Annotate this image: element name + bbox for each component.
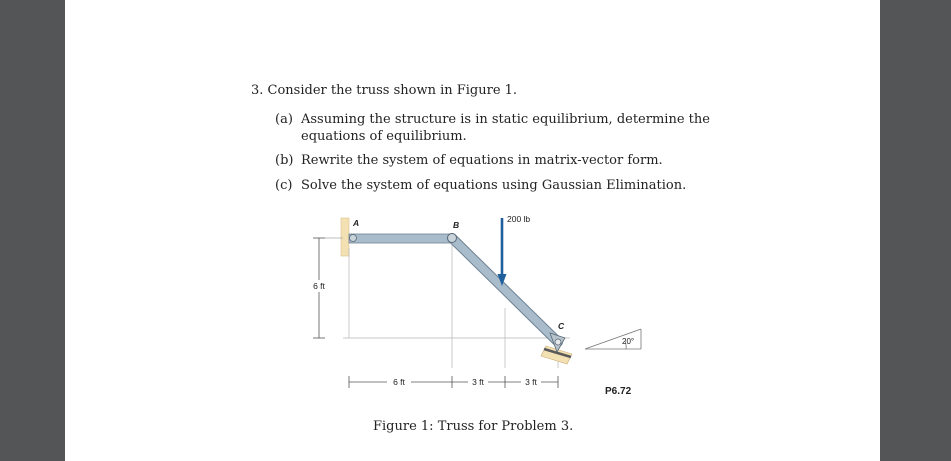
joint-label-a: A — [353, 218, 360, 228]
dim-label-3: 3 ft — [525, 377, 537, 387]
problem-number: P6.72 — [605, 386, 632, 397]
part-a — [275, 111, 710, 128]
joint-label-b: B — [453, 220, 460, 230]
truss-figure — [295, 208, 715, 408]
pin-a — [350, 235, 357, 242]
left-margin — [0, 0, 65, 461]
part-b-label: (b) — [275, 153, 294, 168]
joint-label-c: C — [558, 321, 565, 331]
part-a-label: (a) — [275, 112, 293, 127]
dim-label-2: 3 ft — [472, 377, 484, 387]
part-a-text: Assuming the structure is in static equilibrium, determine the — [301, 112, 710, 127]
load-label: 200 lb — [507, 214, 531, 224]
part-c — [275, 177, 686, 194]
wall-support — [341, 218, 349, 256]
figure-caption: Figure 1: Truss for Problem 3. — [373, 419, 574, 434]
dim-label-1: 6 ft — [393, 377, 405, 387]
part-b-text: Rewrite the system of equations in matrix-vector form. — [301, 153, 663, 168]
reference-lines — [343, 238, 570, 368]
part-c-text: Solve the system of equations using Gaussian Elimination. — [301, 178, 687, 193]
pin-b — [448, 234, 457, 243]
height-dim-label: 6 ft — [313, 281, 325, 291]
part-a-continuation: equations of equilibrium. — [301, 129, 467, 144]
problem-statement: 3. Consider the truss shown in Figure 1. — [251, 83, 518, 98]
member-ab — [349, 234, 451, 243]
part-b — [275, 152, 663, 169]
right-margin — [880, 0, 951, 461]
angle-label: 20° — [622, 337, 635, 346]
load-arrow — [498, 218, 507, 286]
document-page — [65, 0, 880, 461]
part-c-label: (c) — [275, 178, 293, 193]
